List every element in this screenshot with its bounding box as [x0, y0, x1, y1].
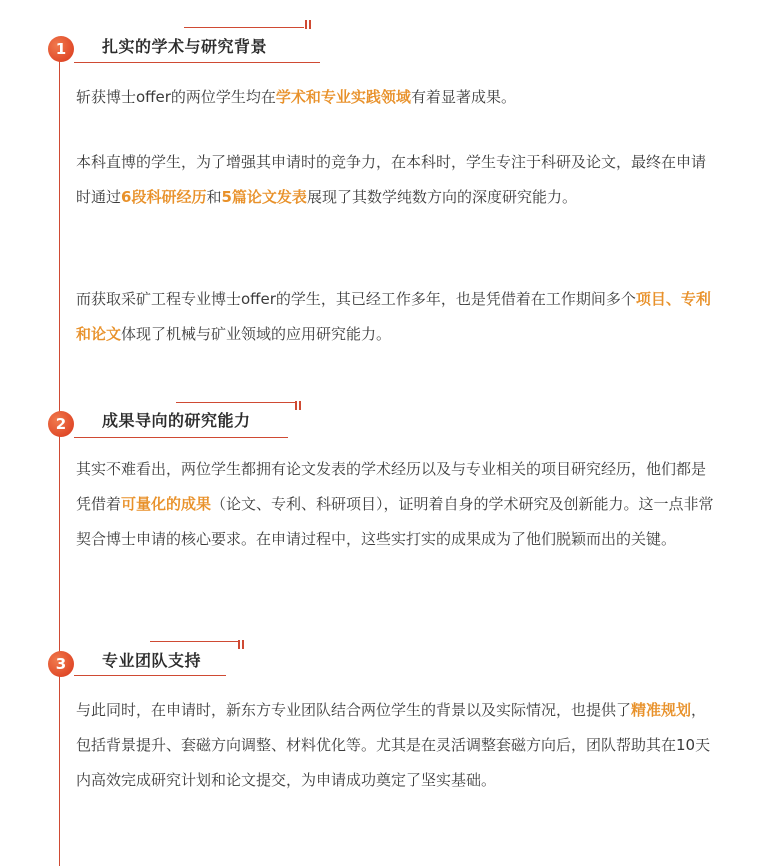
section-title: 扎实的学术与研究背景 [102, 37, 268, 56]
header-underline [74, 437, 288, 438]
body-text: 而获取采矿工程专业博士offer的学生，其已经工作多年，也是凭借着在工作期间多个 [76, 290, 636, 308]
body-text: 有着显著成果。 [410, 88, 516, 106]
highlight-text: 学术和专业实践领域 [275, 88, 411, 106]
body-text: 体现了机械与矿业领域的应用研究能力。 [121, 325, 392, 343]
section-title: 成果导向的研究能力 [102, 411, 251, 430]
highlight-text: 可量化的成果 [121, 495, 212, 513]
body-text: 其实不难看出，两位学生都拥有论文发表的学术经历以及与专业相关的项目研究经历，他们都是凭借着 [76, 460, 707, 513]
timeline-line [59, 60, 60, 866]
section-number-badge: 1 [48, 36, 74, 62]
header-tick [242, 640, 244, 649]
paragraph [76, 452, 716, 557]
body-text: 本科直博的学生，为了增强其申请时的竞争力，在本科时，学生专注于科研及论文，最终在申请时通过 [76, 153, 707, 206]
header-tick [299, 401, 301, 410]
highlight-text: 项目、专利和论文 [76, 290, 711, 343]
body-text: （论文、专利、科研项目），证明着自身的学术研究及创新能力。这一点非常契合博士申请的核心要求。在申请过程中，这些实打实的成果成为了他们脱颖而出的关键。 [76, 495, 714, 548]
highlight-text: 精准规划 [631, 701, 692, 719]
section-number-badge: 2 [48, 411, 74, 437]
highlight-text: 5篇论文发表 [221, 188, 307, 206]
header-tick [238, 640, 240, 649]
paragraph [76, 145, 716, 215]
body-text: 展现了其数学纯数方向的深度研究能力。 [306, 188, 577, 206]
header-underline [74, 675, 226, 676]
header-tick [305, 20, 307, 29]
header-tick [295, 401, 297, 410]
body-text: ，包括背景提升、套磁方向调整、材料优化等。尤其是在灵活调整套磁方向后，团队帮助其在10天内高效完成研究计划和论文提交，为申请成功奠定了坚实基础。 [76, 701, 711, 789]
paragraph [76, 80, 716, 115]
paragraph [76, 693, 716, 798]
body-text: 与此同时，在申请时，新东方专业团队结合两位学生的背景以及实际情况，也提供了 [76, 701, 632, 719]
body-text: 斩获博士offer的两位学生均在 [76, 88, 276, 106]
body-text: 和 [206, 188, 222, 206]
section-number-badge: 3 [48, 651, 74, 677]
header-top-line [184, 27, 304, 28]
header-top-line [150, 641, 238, 642]
paragraph [76, 282, 716, 352]
header-tick [309, 20, 311, 29]
highlight-text: 6段科研经历 [121, 188, 207, 206]
section-title: 专业团队支持 [102, 651, 202, 670]
header-underline [74, 62, 320, 63]
header-top-line [176, 402, 296, 403]
